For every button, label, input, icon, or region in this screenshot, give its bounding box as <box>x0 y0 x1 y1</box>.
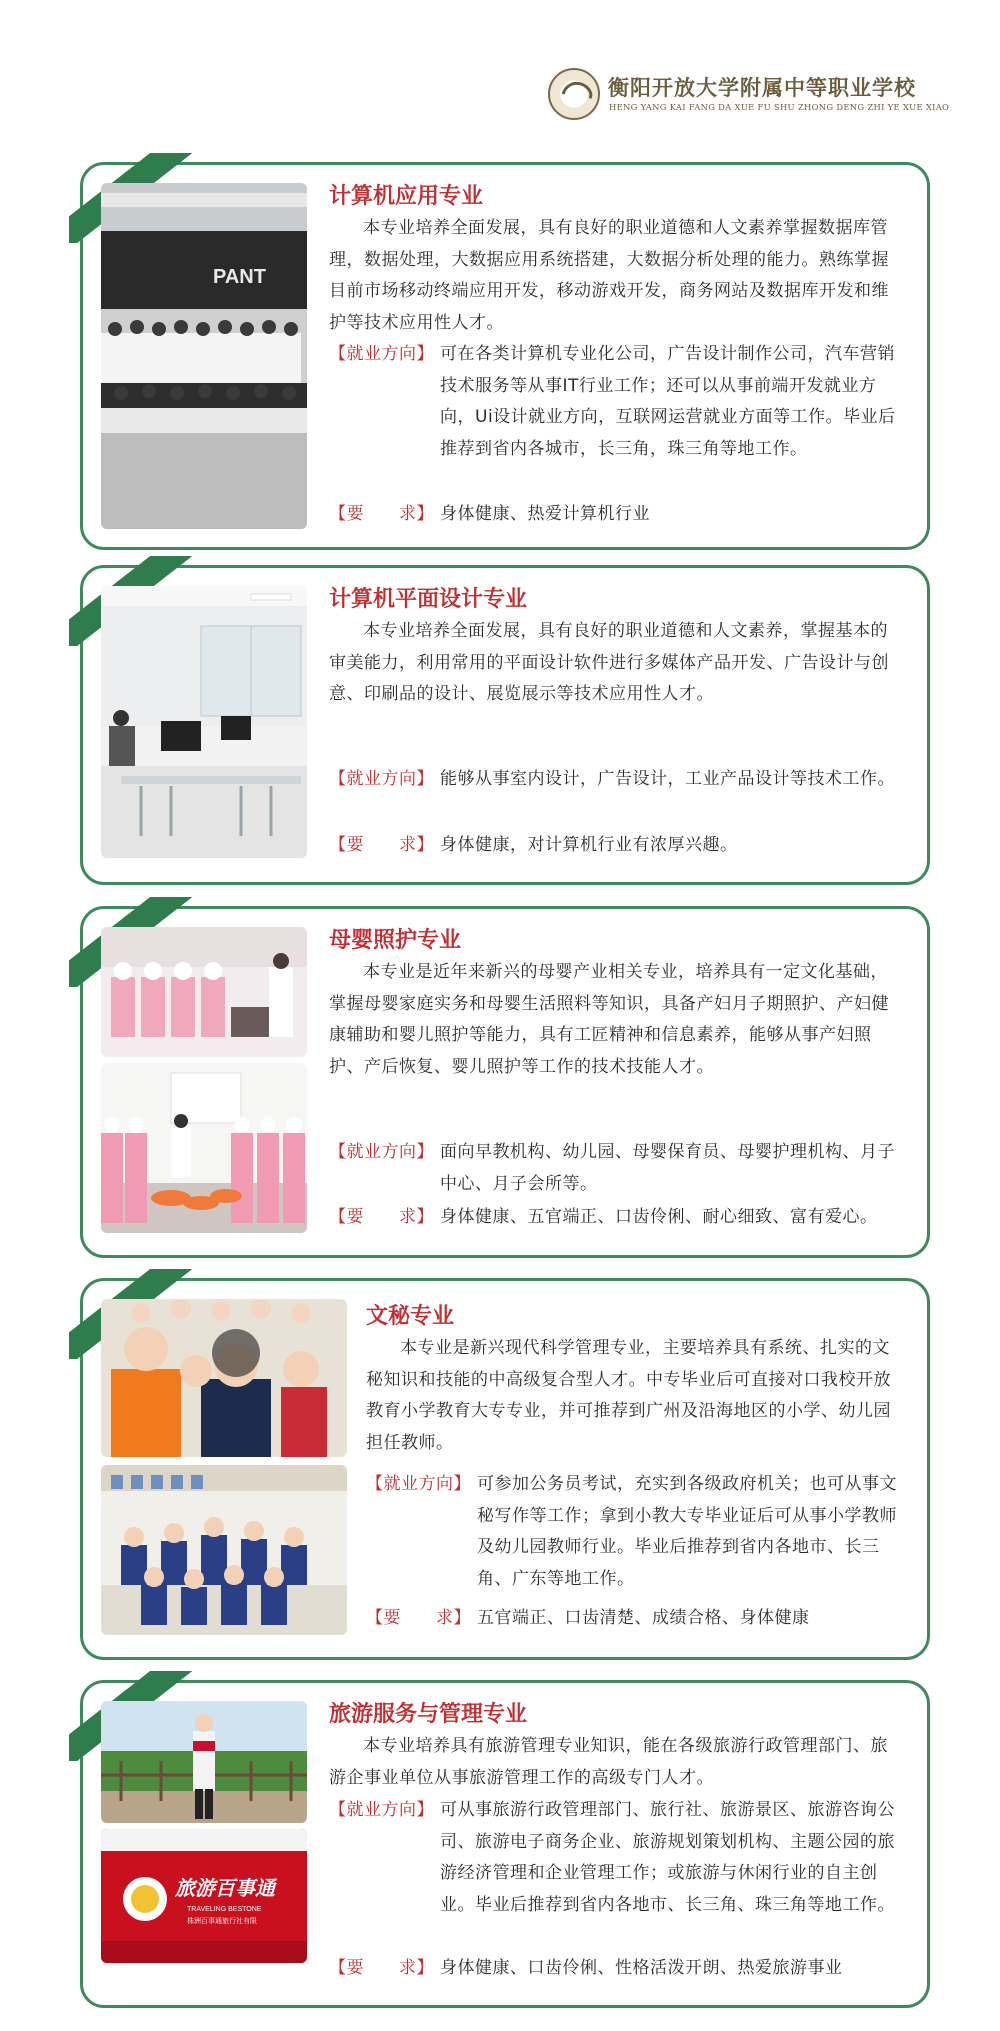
section-title: 文秘专业 <box>366 1304 455 1329</box>
requirement-label: 【要 求】 <box>329 1207 434 1227</box>
section-card-graphic-design <box>80 565 930 885</box>
requirement-text: 身体健康、五官端正、口齿伶俐、耐心细致、富有爱心。 <box>440 1207 878 1227</box>
career-label: 【就业方向】 <box>366 1474 471 1494</box>
nursing-class-photo-top <box>101 927 307 1057</box>
career-row <box>329 339 905 499</box>
section-card-computer-application <box>80 162 930 550</box>
requirement-text: 身体健康，对计算机行业有浓厚兴趣。 <box>440 835 738 855</box>
school-seal-icon <box>548 68 600 120</box>
kindergarten-children-photo <box>101 1465 347 1635</box>
requirement-label: 【要 求】 <box>329 835 434 855</box>
nursing-lesson-scene <box>101 1063 307 1233</box>
tour-sign-main-text: 旅游百事通 <box>175 1876 275 1900</box>
nursing-practice-scene <box>101 927 307 1057</box>
class-group-photo <box>101 183 307 529</box>
career-text: 面向早教机构、幼儿园、母婴保育员、母婴护理机构、月子中心、月子会所等。 <box>440 1142 895 1194</box>
career-text: 可参加公务员考试，充实到各级政府机关；也可从事文秘写作等工作；拿到小教大专毕业证后可从事小学教师及幼儿园教师行业。毕业后推荐到省内各地市、长三角、广东等地工作。 <box>477 1474 897 1589</box>
section-title: 计算机平面设计专业 <box>329 587 528 612</box>
requirement-label: 【要 求】 <box>366 1608 471 1628</box>
section-intro: 本专业是新兴现代科学管理专业，主要培养具有系统、扎实的文秘知识和技能的中高级复合型人才。中专毕业后可直接对口我校开放教育小学教育大专专业，并可推荐到广州及沿海地区的小学、幼儿园担任教师。 <box>366 1338 891 1453</box>
school-name-pinyin: HENG YANG KAI FANG DA XUE FU SHU ZHONG DENG ZHI YE XUE XIAO <box>609 102 950 112</box>
career-text: 可从事旅游行政管理部门、旅行社、旅游景区、旅游咨询公司、旅游电子商务企业、旅游规划策划机构、主题公园的旅游经济管理和企业管理工作；或旅游与休闲行业的自主创业。毕业后推荐到省内各地市、长三角、珠三角等地工作。 <box>440 1800 895 1915</box>
computer-lab-photo <box>101 586 307 858</box>
career-row <box>329 764 905 828</box>
section-card-maternal-infant-care <box>80 906 930 1258</box>
tour-sign-sub-text: 株洲百事通旅行社有限 <box>187 1917 257 1925</box>
requirement-text: 五官端正、口齿清楚、成绩合格、身体健康 <box>477 1608 810 1628</box>
travel-agency-photo <box>101 1829 307 1963</box>
requirement-label: 【要 求】 <box>329 504 434 524</box>
school-name: 衡阳开放大学附属中等职业学校 <box>608 75 916 100</box>
career-text: 可在各类计算机专业化公司，广告设计制作公司，汽车营销技术服务等从事IT行业工作；还可以从事前端开发就业方向，Ui设计就业方向，互联网运营就业方面等工作。毕业后推荐到省内各城市，长三角，珠三角等地工作。 <box>440 344 896 459</box>
career-row <box>329 1137 905 1201</box>
requirement-label: 【要 求】 <box>329 1958 434 1978</box>
requirement-row <box>329 1202 905 1266</box>
pant-sign-text: PANT <box>213 266 266 288</box>
career-label: 【就业方向】 <box>329 1142 434 1162</box>
section-title: 计算机应用专业 <box>329 184 484 209</box>
section-card-secretarial <box>80 1278 930 1660</box>
career-row <box>329 1795 905 1955</box>
kindergarten-children-scene <box>101 1465 347 1635</box>
requirement-row <box>366 1603 906 1635</box>
section-intro: 本专业培养具有旅游管理专业知识，能在各级旅游行政管理部门、旅游企事业单位从事旅游管理工作的高级专门人才。 <box>329 1736 888 1788</box>
nursing-class-photo-bottom <box>101 1063 307 1233</box>
career-label: 【就业方向】 <box>329 769 434 789</box>
computer-lab-scene <box>101 586 307 858</box>
section-intro: 本专业是近年来新兴的母婴产业相关专业，培养具有一定文化基础，掌握母婴家庭实务和母婴生活照料等知识，具备产妇月子期照护、产妇健康辅助和婴儿照护等能力，具有工匠精神和信息素养，能够从事产妇照护、产后恢复、婴儿照护等工作的技术技能人才。 <box>329 962 889 1077</box>
section-intro: 本专业培养全面发展，具有良好的职业道德和人文素养掌握数据库管理，数据处理，大数据应用系统搭建，大数据分析处理的能力。熟练掌握目前市场移动终端应用开发，移动游戏开发，商务网站及数据库开发和维护等技术应用性人才。 <box>329 218 889 333</box>
school-header <box>548 68 948 128</box>
career-text: 能够从事室内设计，广告设计，工业产品设计等技术工作。 <box>440 769 895 789</box>
requirement-row <box>329 830 905 862</box>
requirement-row <box>329 1953 905 1985</box>
requirement-text: 身体健康、热爱计算机行业 <box>440 504 650 524</box>
career-label: 【就业方向】 <box>329 344 434 364</box>
career-label: 【就业方向】 <box>329 1800 434 1820</box>
section-intro: 本专业培养全面发展，具有良好的职业道德和人文素养，掌握基本的审美能力，利用常用的平面设计软件进行多媒体产品开发、广告设计与创意、印刷品的设计、展览展示等技术应用性人才。 <box>329 621 889 704</box>
tourism-student-photo <box>101 1701 307 1823</box>
section-title: 母婴照护专业 <box>329 928 462 953</box>
teacher-children-scene <box>101 1299 347 1457</box>
requirement-text: 身体健康、口齿伶俐、性格活泼开朗、热爱旅游事业 <box>440 1958 843 1978</box>
section-title: 旅游服务与管理专业 <box>329 1702 528 1727</box>
section-card-tourism <box>80 1680 930 2008</box>
tourism-outdoor-scene <box>101 1701 307 1823</box>
group-photo-scene <box>101 183 307 529</box>
requirement-row <box>329 499 905 531</box>
travel-agency-scene <box>101 1829 307 1963</box>
tour-sign-en-text: TRAVELING BESTONE <box>187 1906 262 1913</box>
teacher-children-photo <box>101 1299 347 1457</box>
